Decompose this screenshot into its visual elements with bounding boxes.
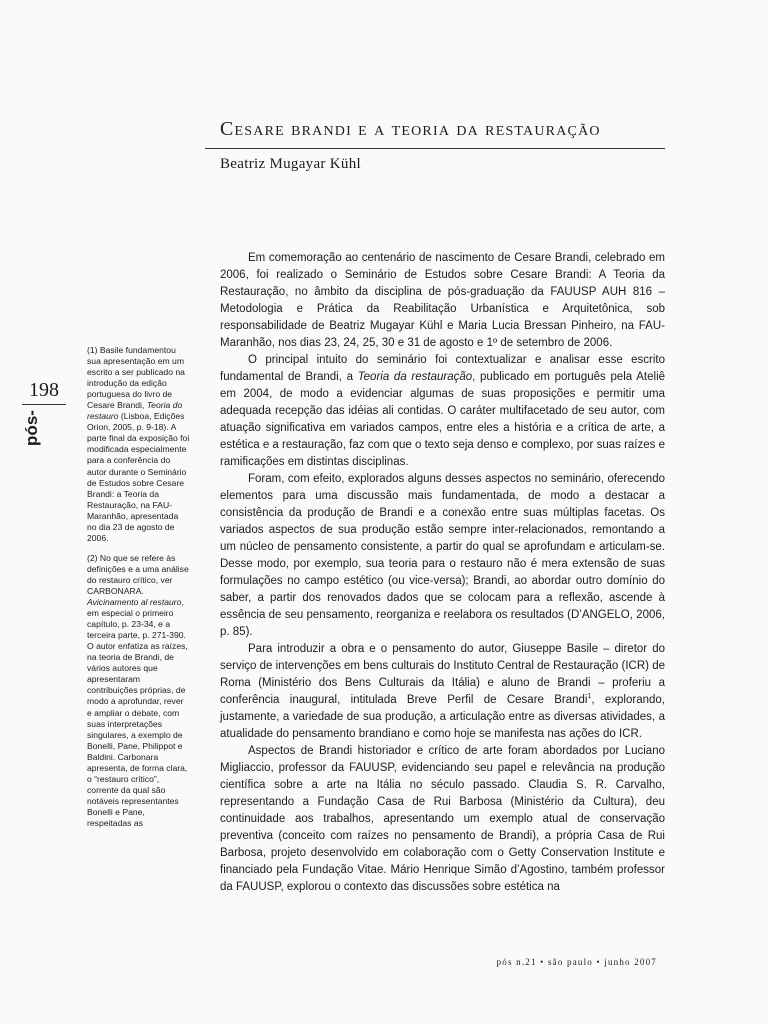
sidenote-1	[87, 345, 190, 544]
paragraph-4	[220, 641, 665, 743]
journal-logo: pós-	[22, 410, 41, 446]
footnote-marker: 1	[587, 693, 592, 701]
paragraph-text: O principal intuito do seminário foi contextualizar e analisar esse escrito fundamental de Brandi, a	[220, 354, 665, 383]
title-divider	[205, 148, 665, 149]
paragraph-2	[220, 352, 665, 471]
sidenote-citation: Teoria do restauro	[87, 400, 183, 422]
sidenote-text: (1) Basile fundamentou sua apresentação em um escrito a ser publicado na introdução da edição portuguesa do livro de Cesare Brandi,	[87, 345, 185, 411]
paragraph-3: Foram, com efeito, explorados alguns desses aspectos no seminário, oferecendo elementos para uma discussão mais fundamentada, de modo a destacar a consistência da produção de Brandi e a conexão entre suas múltiplas facetas. Os variados aspectos de sua produção estão sempre inter-relacionados, remontando a um núcleo de pensamento consistente, a partir do qual se aprofundam e articulam-se. Desse modo, por exemplo, sua teoria para o restauro não é mera extensão de suas formulações no campo estético (ou vice-versa); Brandi, ao abordar outro domínio do saber, a partir dos renovados dados que se colocam para a reflexão, ascende à essência de seu pensamento, reorganiza e reelabora os resultados (D’ANGELO, 2006, p. 85).	[220, 473, 665, 638]
article-title-block	[220, 118, 690, 141]
paragraph-1: Em comemoração ao centenário de nascimento de Cesare Brandi, celebrado em 2006, foi realizado o Seminário de Estudos sobre Cesare Brandi: A Teoria da Restauração, no âmbito da disciplina de pós-graduação da FAUUSP AUH 816 – Metodologia e Prática da Reabilitação Urbanística e Arquitetônica, sob responsabilidade de Beatriz Mugayar Kühl e Maria Lucia Bressan Pinheiro, na FAU-Maranhão, nos dias 23, 24, 25, 30 e 31 de agosto e 1º de setembro de 2006.	[220, 252, 665, 349]
paragraph-text: , explorando, justamente, a variedade de sua produção, a articulação entre as diversas atividades, a atualidade do pensamento brandiano e como hoje se manifesta nas ações do ICR.	[220, 694, 665, 740]
running-footer: pós n.21 • são paulo • junho 2007	[496, 957, 657, 967]
page-number-divider	[22, 404, 66, 405]
paragraph-text: Para introduzir a obra e o pensamento do autor, Giuseppe Basile – diretor do serviço de intervenções em bens culturais do Instituto Central de Restauração (ICR) de Roma (Ministério dos Bens Culturais da Itália) e aluno de Brandi – proferiu a conferência inaugural, intitulada Breve Perfil de Cesare Brandi	[220, 643, 665, 706]
sidenote-citation: Avicinamento al restauro	[87, 597, 182, 608]
sidenote-text: , em especial o primeiro capítulo, p. 23-34, e a terceira parte, p. 271-390. O autor enfatiza as raízes, na teoria de Brandi, de vários autores que apresentaram contribuições próprias, de modo a aprofundar, rever e ampliar o debate, com suas interpretações singulares, a exemplo de Bonelli, Pane, Philippot e Baldini. Carbonara apresenta, de forma clara, o “restauro crítico”, corrente da qual são notáveis representantes Bonelli e Pane, respeitadas as	[87, 597, 188, 828]
paragraph-5: Aspectos de Brandi historiador e crítico de arte foram abordados por Luciano Migliaccio, professor da FAUUSP, evidenciando seu papel e relevância na produção científica sobre a arte na Itália no século passado. Claudia S. R. Carvalho, representando a Fundação Casa de Rui Barbosa (Ministério da Cultura), deu continuidade aos trabalhos, apresentando um exemplo atual de conservação preventiva (conceito com raízes no pensamento de Brandi), a própria Casa de Rui Barbosa, projeto desenvolvido em colaboração com o Getty Conservation Institute e financiado pela Fundação Vitae. Mário Henrique Simão d’Agostino, também professor da FAUUSP, explorou o contexto das discussões sobre estética na	[220, 745, 665, 893]
article-title: Cesare brandi e a teoria da restauração	[220, 118, 601, 140]
sidenotes	[87, 345, 190, 838]
sidenote-text: (2) No que se refere às definições e a uma análise do restauro crítico, ver CARBONARA.	[87, 552, 189, 596]
sidenote-2	[87, 553, 190, 829]
author-name: Beatriz Mugayar Kühl	[220, 156, 361, 172]
sidenote-text: (Lisboa, Edições Orion, 2005, p. 9-18). A parte final da exposição foi modificada especialmente para a conferência do autor durante o Seminário de Estudos sobre Cesare Brandi: a Teoria da Restauração, na FAU-Maranhão, apresentada no dia 23 de agosto de 2006.	[87, 411, 190, 543]
article-body	[220, 250, 665, 896]
book-title: Teoria da restauração	[357, 371, 473, 383]
page-number: 198	[29, 379, 59, 401]
paragraph-text: , publicado em português pela Ateliê em 2004, de modo a evidenciar algumas de suas proposições e permitir uma adequada recepção das idéias ali contidas. O caráter multifacetado de seu autor, com atuação significativa em variados campos, entre eles a história e a crítica de arte, a estética e a restauração, faz com que o texto seja denso e complexo, por suas raízes e ramificações em distintas disciplinas.	[220, 371, 666, 468]
